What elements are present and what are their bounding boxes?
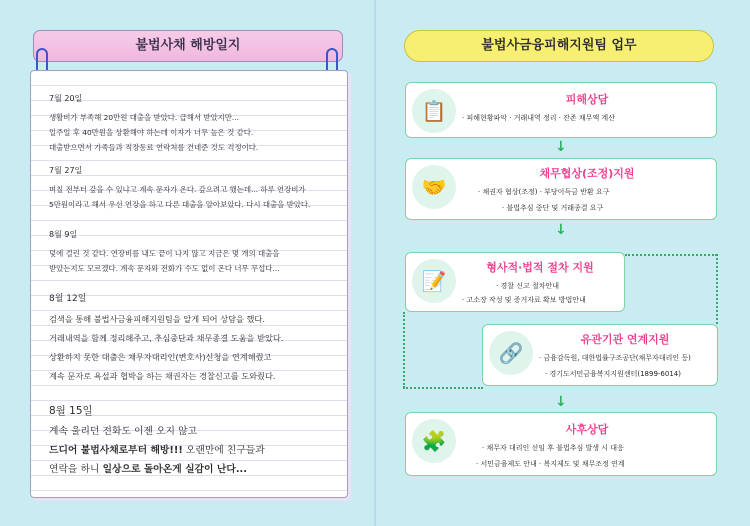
entry-line: 계속 문자로 욕설과 협박을 하는 채권자는 경찰신고를 도와줬다.	[49, 371, 276, 381]
card-title: 형사적·법적 절차 지원	[486, 261, 594, 274]
diary-entry	[49, 93, 341, 155]
diary-entry	[49, 403, 341, 479]
card-line: · 고소장 작성 및 증거자료 확보 방법안내	[462, 296, 586, 304]
page-fold	[374, 0, 376, 526]
card-title: 피해상담	[565, 93, 609, 106]
network-icon: 🔗	[489, 331, 533, 375]
entry-line: 검색을 통해 불법사금융피해지원팀을 알게 되어 상담을 했다.	[49, 314, 265, 324]
entry-line: 계속 울리던 전화도 이젠 오지 않고	[49, 426, 198, 437]
entry-date: 8월 9일	[49, 230, 78, 239]
entry-line: 거래내역을 함께 정리해주고, 추심중단과 채무종결 도움을 받았다.	[49, 333, 284, 343]
card-line: · 서민금융제도 안내 · 복지제도 및 채무조정 연계	[476, 460, 625, 468]
entry-date: 8월 12일	[49, 294, 87, 304]
arrow-down-icon: ↓	[555, 139, 567, 155]
entry-date: 7월 27일	[49, 166, 83, 175]
diary-entry	[49, 229, 341, 276]
entry-text: 연락을 하니	[49, 464, 103, 475]
document-icon: 📝	[412, 259, 456, 303]
card-title: 사후상담	[565, 423, 609, 436]
entry-line: 5만원이라고 해서 우선 연장을 하고 다른 대출을 알아보았다. 다시 대출을 받았다.	[49, 200, 311, 209]
card-line: · 불법추심 중단 및 거래종결 요구	[502, 204, 604, 212]
connector-line	[716, 254, 718, 324]
card-line: · 금융감독원, 대한법률구조공단(채무자대리인 등)	[539, 354, 691, 362]
card-counseling	[405, 82, 717, 138]
entry-line: 일주일 후 40만원을 상환해야 하는데 이자가 너무 높은 것 같다.	[49, 128, 254, 137]
connector-line	[403, 387, 483, 389]
connector-line	[625, 254, 717, 256]
entry-highlight: 드디어 불법사채로부터 해방!!!	[49, 445, 183, 456]
card-linkage	[482, 324, 718, 386]
card-line: · 피해현황파악 · 거래내역 정리 · 잔존 채무액 계산	[462, 114, 615, 122]
entry-line: 받았는지도 모르겠다. 계속 문자와 전화가 수도 없이 온다 너무 무섭다...	[49, 264, 280, 273]
diary-entry	[49, 165, 341, 212]
entry-line: 상환하지 못한 대출은 채무자대리인(변호사)신청을 연계해줬고	[49, 352, 272, 362]
card-line: · 경찰 신고 절차안내	[496, 282, 559, 290]
card-negotiation	[405, 158, 717, 220]
diary-entry	[49, 291, 341, 386]
card-line: · 채무자 대리인 선임 후 불법추심 발생 시 대응	[482, 444, 624, 452]
entry-line: 생활비가 부족해 20만원 대출을 받았다. 급해서 받았지만...	[49, 113, 239, 122]
card-title: 채무협상(조정)지원	[539, 167, 635, 180]
entry-line: 며칠 전부터 갚을 수 있냐고 계속 문자가 온다. 갚으려고 했는데... 하루 연장비가	[49, 185, 306, 194]
card-aftercare	[405, 412, 717, 476]
clipboard-icon: 📋	[412, 89, 456, 133]
card-line: · 채권자 협상(조정) · 부당이득금 반환 요구	[478, 188, 610, 196]
arrow-down-icon: ↓	[555, 394, 567, 410]
entry-line: 덫에 걸린 것 같다. 연장비를 내도 끝이 나지 않고 지금은 몇 개의 대출을	[49, 249, 280, 258]
card-legal	[405, 252, 625, 312]
entry-line: 대출받으면서 가족들과 직장동료 연락처를 건네준 것도 걱정이다.	[49, 143, 259, 152]
connector-line	[403, 312, 405, 388]
entry-highlight: 일상으로 돌아온게 실감이 난다...	[102, 464, 247, 475]
diary-notebook	[30, 70, 348, 498]
entry-date: 7월 20일	[49, 94, 83, 103]
diary-title: 불법사채 해방일지	[33, 30, 343, 62]
entry-line	[49, 441, 341, 460]
arrow-down-icon: ↓	[555, 222, 567, 238]
entry-date: 8월 15일	[49, 405, 93, 417]
puzzle-icon: 🧩	[412, 419, 456, 463]
team-title: 불법사금융피해지원팀 업무	[404, 30, 714, 62]
card-line: · 경기도서민금융복지지원센터(1899-6014)	[545, 370, 681, 378]
entry-text: 오랜만에 친구들과	[182, 445, 265, 456]
handshake-icon: 🤝	[412, 165, 456, 209]
card-title: 유관기관 연계지원	[580, 333, 670, 346]
entry-line	[49, 460, 341, 479]
